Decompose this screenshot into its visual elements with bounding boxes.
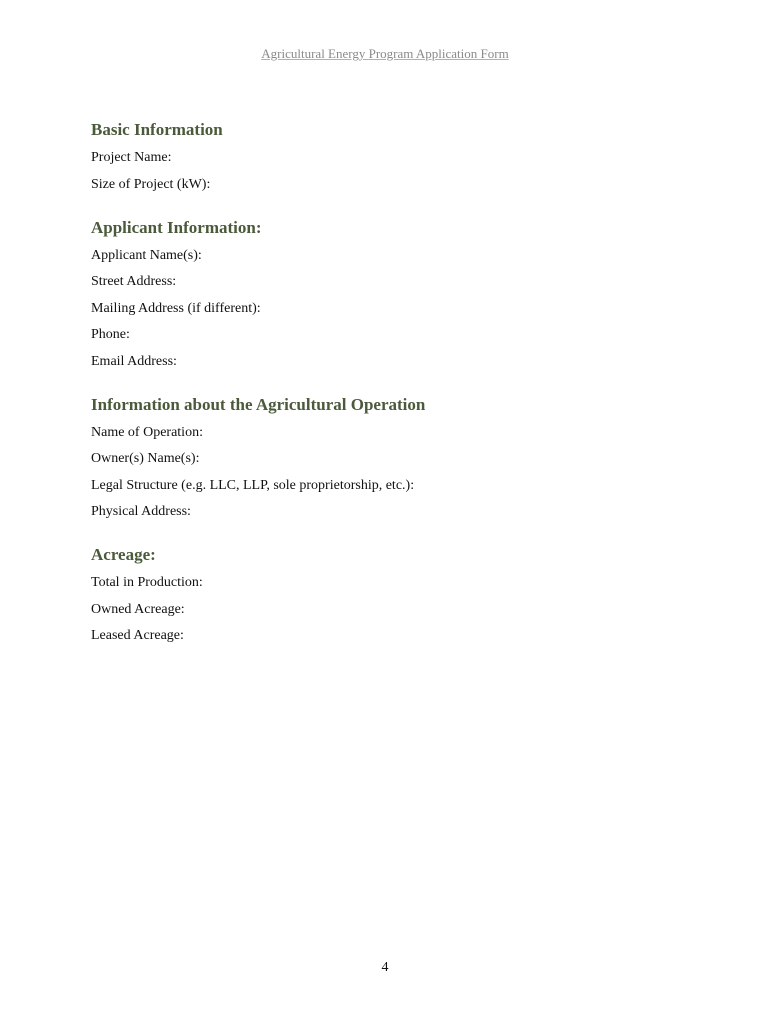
field-name-of-operation: Name of Operation: [91, 424, 203, 440]
field-owner-names: Owner(s) Name(s): [91, 451, 200, 466]
field-legal-structure: Legal Structure (e.g. LLC, LLP, sole proprietorship, etc.): [91, 477, 415, 493]
field-physical-address: Physical Address: [91, 504, 191, 519]
page-header-title: Agricultural Energy Program Application Form [261, 46, 509, 61]
field-owned-acreage: Owned Acreage: [91, 601, 185, 617]
section-basic-information [91, 118, 691, 194]
field-total-in-production: Total in Production: [91, 575, 203, 590]
section-acreage [91, 543, 691, 645]
form-body [91, 118, 691, 667]
page-number: 4 [381, 960, 389, 975]
field-applicant-names: Applicant Name(s): [91, 247, 202, 263]
field-mailing-address: Mailing Address (if different): [91, 300, 261, 316]
field-street-address: Street Address: [91, 274, 177, 289]
field-phone: Phone: [91, 327, 130, 342]
section-title: Acreage: [91, 545, 156, 564]
field-project-size: Size of Project (kW): [91, 176, 211, 192]
section-title: Applicant Information: [91, 217, 262, 237]
section-applicant-information [91, 216, 691, 371]
field-leased-acreage: Leased Acreage: [91, 628, 184, 643]
section-title: Information about the Agricultural Operation [91, 394, 426, 414]
section-title: Basic Information [91, 120, 223, 139]
field-email-address: Email Address: [91, 353, 177, 369]
section-agricultural-operation [91, 393, 691, 522]
field-project-name: Project Name: [91, 150, 172, 165]
